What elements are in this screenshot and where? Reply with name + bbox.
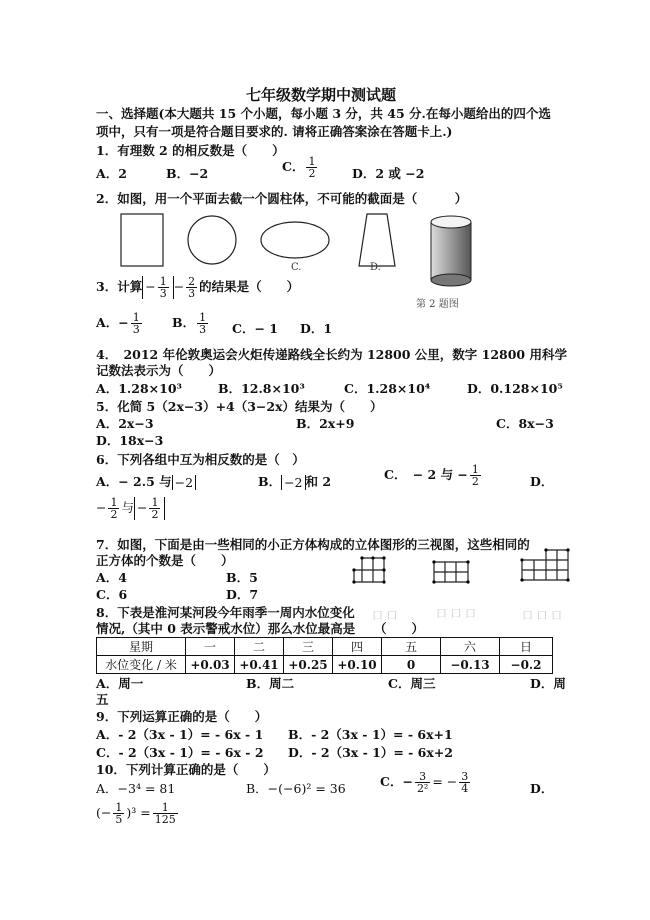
q9-option-b: B．- 2（3x - 1）= - 6x+1 (288, 727, 453, 742)
q8-option-d-wrap: 五 (96, 692, 109, 707)
ellipse-section (261, 222, 329, 258)
q5-stem: 5．化简 5（2x−3）+4（3−2x）结果为（ ） (96, 399, 383, 414)
rectangle-section (121, 214, 163, 266)
q6-stem: 6．下列各组中互为相反数的是（ ） (96, 452, 305, 467)
table-header-row (97, 638, 553, 656)
circle-section (188, 216, 236, 264)
option-label-d-faint: D. (370, 262, 381, 273)
table-header: 六 (441, 638, 500, 656)
q9-option-a: A．- 2（3x - 1）= - 6x - 1 (96, 727, 264, 742)
q4-option-c: C．1.28×10⁴ (344, 381, 431, 396)
q6-option-b: B． −2 和 2 (258, 474, 332, 490)
q7-option-c: C．6 (96, 587, 128, 602)
q4-line1: 4． 2012 年伦敦奥运会火炬传递路线全长约为 12800 公里，数字 12800 用科学 (96, 347, 567, 362)
q6-option-d: D． (530, 474, 554, 489)
section-header-line1: 一、选择题(本大题共 15 个小题，每小题 3 分，共 45 分.在每小题给出的四个选 (96, 106, 551, 121)
absolute-value: −2 (281, 475, 305, 490)
q3-option-d: D．1 (300, 321, 333, 336)
q3-option-c: C．− 1 (232, 321, 278, 336)
q9-option-c: C．- 2（3x - 1）= - 6x - 2 (96, 745, 264, 760)
front-view-grid (354, 558, 384, 582)
absolute-value: − $\frac{1}{2}$ (134, 497, 165, 520)
q7-option-a: A．4 (96, 570, 127, 585)
q10-option-d-expression: (− $\frac{1}{5}$ )³ = $\frac{1}{125}$ (96, 801, 176, 826)
q4-option-b: B．12.8×10³ (218, 381, 305, 396)
q3-option-a: A．− $\frac{1}{3}$ (96, 311, 140, 336)
table-cell: +0.41 (235, 656, 284, 674)
q3-option-b: B． $\frac{1}{3}$ (172, 311, 207, 336)
q8-option-a: A．周一 (96, 676, 144, 691)
table-header: 日 (500, 638, 553, 656)
q8-option-b: B．周二 (246, 676, 295, 691)
table-cell: −0.2 (500, 656, 553, 674)
table-header: 四 (333, 638, 382, 656)
option-label-c-faint: C. (291, 262, 302, 273)
q6-option-d-expression: − $\frac{1}{2}$ 与 − $\frac{1}{2}$ (96, 497, 165, 520)
table-header: 二 (235, 638, 284, 656)
q6-option-a: A．− 2.5 与 −2 (96, 472, 196, 490)
table-cell: −0.13 (441, 656, 500, 674)
fraction: $\frac{1}{2}$ (308, 155, 316, 180)
grid-dots (352, 548, 569, 583)
q5-option-d: D．18x−3 (96, 433, 164, 448)
q5-option-c: C．8x−3 (496, 416, 554, 431)
q7-three-views (348, 548, 578, 608)
q10-option-c: C．− $\frac{3}{\text{2²}}$ = − $\frac{3}{4}$ (380, 770, 469, 795)
q1-option-c: C． $\frac{1}{2}$ (282, 155, 316, 180)
cylinder-icon (431, 216, 471, 286)
q8-line2: 情况,（其中 0 表示警戒水位）那么水位最高是 （ ） (96, 621, 425, 636)
q1-option-b: B．−2 (166, 166, 209, 181)
absolute-value: − $\frac{1}{3}$ (142, 276, 173, 299)
q3-stem: 3．计算 − $\frac{1}{3}$ − $\frac{2}{3}$ 的结果是（ ） (96, 275, 300, 300)
q7-option-b: B．5 (226, 570, 258, 585)
table-header: 五 (382, 638, 441, 656)
q4-line2: 记数法表示为（ ） (96, 363, 222, 378)
q2-caption: 第 2 题图 (416, 299, 459, 310)
top-view-grid (522, 550, 568, 580)
q10-stem: 10．下列计算正确的是（ ） (96, 762, 276, 777)
q1-option-a: A．2 (96, 166, 127, 181)
water-level-table (96, 637, 553, 674)
table-cell: 0 (382, 656, 441, 674)
q1-option-d: D．2 或 −2 (352, 166, 425, 181)
q8-option-c: C．周三 (388, 676, 436, 691)
q9-stem: 9．下列运算正确的是（ ） (96, 709, 268, 724)
table-header: 星期 (97, 638, 186, 656)
view-label-side: 口 口 口 (436, 607, 476, 620)
side-view-grid (434, 562, 468, 582)
q1-stem: 1．有理数 2 的相反数是（ ） (96, 143, 285, 158)
table-cell: +0.25 (284, 656, 333, 674)
q7-line2: 正方体的个数是（ ） (96, 553, 234, 568)
table-row-label: 水位变化 / 米 (97, 656, 186, 674)
q9-option-d: D．- 2（3x - 1）= - 6x+2 (288, 745, 454, 760)
table-header: 三 (284, 638, 333, 656)
q10-option-d: D． (530, 781, 554, 796)
q2-stem: 2．如图，用一个平面去截一个圆柱体，不可能的截面是（ ） (96, 191, 468, 206)
q4-option-a: A．1.28×10³ (96, 381, 182, 396)
view-label-front: 口 口 (372, 609, 398, 622)
q7-line1: 7．如图，下面是由一些相同的小正方体构成的立体图形的三视图，这些相同的 (96, 537, 530, 552)
q5-option-b: B．2x+9 (296, 416, 355, 431)
q10-option-b: B．−(−6)² = 36 (246, 781, 346, 796)
table-cell: +0.03 (186, 656, 235, 674)
q4-option-d: D．0.128×10⁵ (467, 381, 563, 396)
q7-option-d: D．7 (226, 587, 259, 602)
absolute-value: −2 (172, 475, 196, 490)
q5-option-a: A．2x−3 (96, 416, 154, 431)
trapezoid-section (359, 214, 395, 266)
table-cell: +0.10 (333, 656, 382, 674)
table-row (97, 656, 553, 674)
page-title: 七年级数学期中测试题 (246, 86, 397, 104)
q8-option-d: D．周 (530, 676, 566, 691)
q10-option-a: A．−3⁴ = 81 (96, 781, 176, 796)
table-header: 一 (186, 638, 235, 656)
view-label-top: 口 口 口 (522, 609, 562, 622)
q6-option-c: C． − 2 与 − $\frac{1}{2}$ (384, 463, 479, 488)
section-header-line2: 项中，只有一项是符合题目要求的. 请将正确答案涂在答题卡上.) (96, 124, 453, 139)
q8-line1: 8．下表是淮河某河段今年雨季一周内水位变化 (96, 605, 355, 620)
